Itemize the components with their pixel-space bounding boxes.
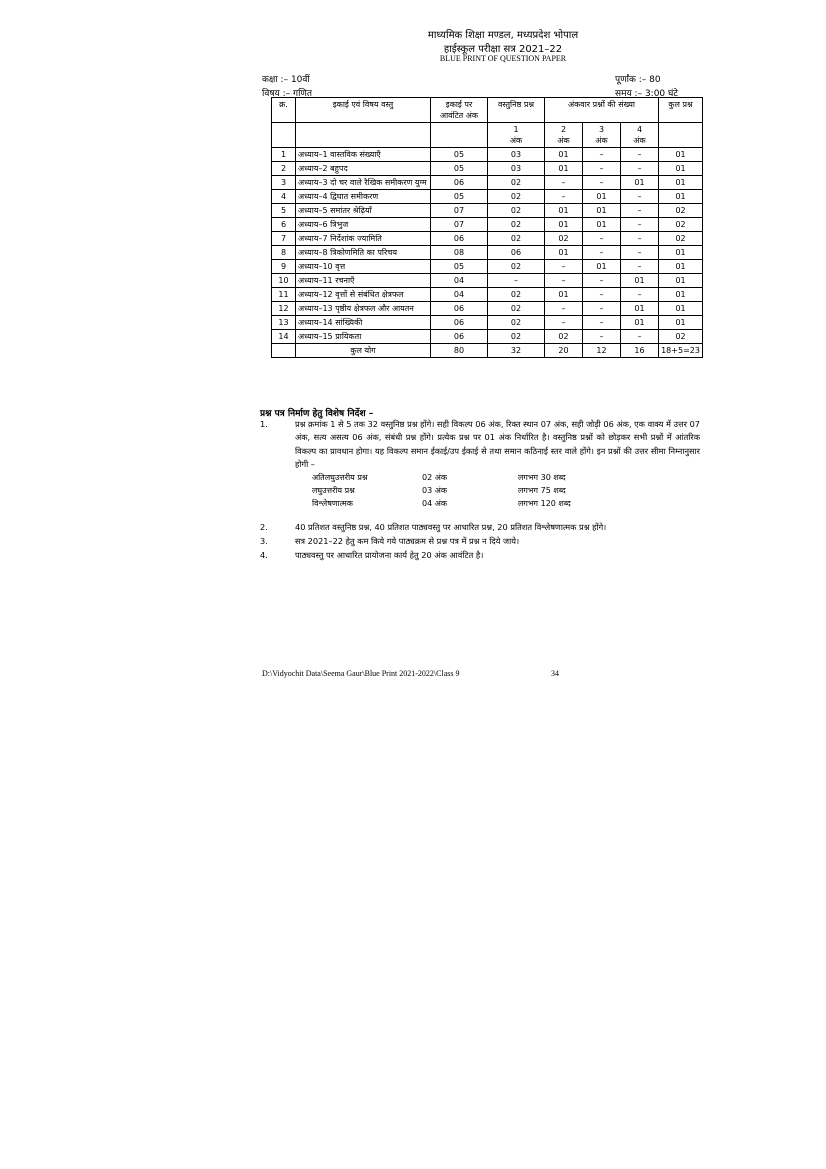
subheader-3-mark: 3 अंक bbox=[583, 123, 621, 148]
total-marks: 80 bbox=[431, 344, 488, 358]
cell-m2: 01 bbox=[545, 204, 583, 218]
cell-marks: 06 bbox=[431, 316, 488, 330]
cell-m3: – bbox=[583, 246, 621, 260]
cell-unit: अध्याय–13 पृष्ठीय क्षेत्रफल और आयतन bbox=[296, 302, 431, 316]
cell-unit: अध्याय–2 बहुपद bbox=[296, 162, 431, 176]
cell-m4: – bbox=[621, 260, 659, 274]
cell-unit: अध्याय–4 द्विघात समीकरण bbox=[296, 190, 431, 204]
cell-total: 01 bbox=[659, 162, 703, 176]
table-row bbox=[272, 218, 703, 232]
cell-sno: 8 bbox=[272, 246, 296, 260]
page-number: 34 bbox=[551, 669, 559, 678]
cell-m3: 01 bbox=[583, 218, 621, 232]
header-objective: वस्तुनिष्ठ प्रश्न bbox=[488, 98, 545, 123]
cell-sno: 6 bbox=[272, 218, 296, 232]
total-marks-label: पूर्णांक :– 80 bbox=[615, 75, 661, 85]
cell-unit: अध्याय–6 त्रिभुज bbox=[296, 218, 431, 232]
cell-sno: 7 bbox=[272, 232, 296, 246]
table-header-row bbox=[272, 98, 703, 123]
cell-m3: – bbox=[583, 232, 621, 246]
cell-marks: 05 bbox=[431, 260, 488, 274]
instruction-2: 2. 40 प्रतिशत वस्तुनिष्ठ प्रश्न, 40 प्रतिशत पाठ्यवस्तु पर आधारित प्रश्न, 20 प्रतिशत विश्लेषणात्मक प्रश्न होंगे। bbox=[260, 522, 607, 532]
cell-m2: 01 bbox=[545, 288, 583, 302]
cell-sno: 10 bbox=[272, 274, 296, 288]
cell-sno: 2 bbox=[272, 162, 296, 176]
subheader-4-mark: 4 अंक bbox=[621, 123, 659, 148]
cell-marks: 04 bbox=[431, 288, 488, 302]
exam-session: हाईस्कूल परीक्षा सत्र 2021–22 bbox=[443, 44, 563, 55]
header-unit: इकाई एवं विषय वस्तु bbox=[296, 98, 431, 123]
cell-m4: – bbox=[621, 288, 659, 302]
document-title: BLUE PRINT OF QUESTION PAPER bbox=[439, 54, 567, 63]
total-m4: 16 bbox=[621, 344, 659, 358]
subheader-1-mark: 1 अंक bbox=[488, 123, 545, 148]
cell-m3: – bbox=[583, 288, 621, 302]
cell-m4: 01 bbox=[621, 176, 659, 190]
limit-marks-2: 03 अंक bbox=[422, 486, 447, 495]
cell-obj: 02 bbox=[488, 204, 545, 218]
header-total-questions: कुल प्रश्न bbox=[659, 98, 703, 123]
cell-m3: – bbox=[583, 176, 621, 190]
table-subheader-row bbox=[272, 123, 703, 148]
cell-m4: – bbox=[621, 330, 659, 344]
limit-words-3: लगभग 120 शब्द bbox=[518, 499, 571, 508]
cell-m4: – bbox=[621, 204, 659, 218]
cell-sno: 13 bbox=[272, 316, 296, 330]
cell-m2: 01 bbox=[545, 162, 583, 176]
cell-m3: 01 bbox=[583, 204, 621, 218]
cell-m3: – bbox=[583, 162, 621, 176]
cell-sno: 5 bbox=[272, 204, 296, 218]
cell-total: 02 bbox=[659, 218, 703, 232]
cell-marks: 08 bbox=[431, 246, 488, 260]
cell-sno: 11 bbox=[272, 288, 296, 302]
cell-m2: – bbox=[545, 274, 583, 288]
table-row bbox=[272, 190, 703, 204]
cell-unit: अध्याय–11 रचनाएँ bbox=[296, 274, 431, 288]
cell-obj: 02 bbox=[488, 260, 545, 274]
cell-unit: अध्याय–12 वृत्तों से संबंधित क्षेत्रफल bbox=[296, 288, 431, 302]
table-row bbox=[272, 330, 703, 344]
cell-m2: – bbox=[545, 316, 583, 330]
cell-marks: 07 bbox=[431, 204, 488, 218]
class-label: कक्षा :– 10वीं bbox=[262, 75, 310, 85]
cell-unit: अध्याय–3 दो चर वाले रैखिक समीकरण युग्म bbox=[296, 176, 431, 190]
table-row bbox=[272, 316, 703, 330]
limit-type-3: विश्लेषणात्मक bbox=[312, 499, 353, 508]
cell-unit: अध्याय–14 सांख्यिकी bbox=[296, 316, 431, 330]
cell-m4: 01 bbox=[621, 316, 659, 330]
cell-total: 02 bbox=[659, 232, 703, 246]
table-row bbox=[272, 162, 703, 176]
board-name: माध्यमिक शिक्षा मण्डल, मध्यप्रदेश भोपाल bbox=[427, 30, 579, 41]
cell-m2: 01 bbox=[545, 246, 583, 260]
cell-m3: – bbox=[583, 274, 621, 288]
cell-m3: – bbox=[583, 316, 621, 330]
table-row bbox=[272, 274, 703, 288]
cell-m4: – bbox=[621, 190, 659, 204]
cell-m4: – bbox=[621, 218, 659, 232]
cell-m4: 01 bbox=[621, 302, 659, 316]
cell-obj: 02 bbox=[488, 316, 545, 330]
cell-m2: – bbox=[545, 176, 583, 190]
cell-m3: – bbox=[583, 148, 621, 162]
cell-m4: 01 bbox=[621, 274, 659, 288]
cell-m4: – bbox=[621, 148, 659, 162]
cell-unit: अध्याय–8 त्रिकोणमिति का परिचय bbox=[296, 246, 431, 260]
cell-m2: – bbox=[545, 302, 583, 316]
cell-m4: – bbox=[621, 246, 659, 260]
cell-marks: 07 bbox=[431, 218, 488, 232]
cell-total: 02 bbox=[659, 330, 703, 344]
table-row bbox=[272, 246, 703, 260]
header-marks-wise: अंकवार प्रश्नों की संख्या bbox=[545, 98, 659, 123]
instruction-1: 1. प्रश्न क्रमांक 1 से 5 तक 32 वस्तुनिष्ठ प्रश्न होंगे। सही विकल्प 06 अंक, रिक्त स्थान 07 अंक, सही जोड़ी 06 अंक, एक वाक्य में उत्तर 07 अंक, सत्य असत्य 06 अंक, संबंधी प्रश्न होंगे। प्रत्येक प्रश्न पर 01 अंक निर्धारित है। वस्तुनिष्ठ प्रश्नों को छोड़कर सभी प्रश्नों में आंतरिक विकल्प का प्रावधान होगा। यह विकल्प समान ईकाई/उप ईकाई से तथा समान कठिनाई स्तर वाले होंगे। इन प्रश्नों की उत्तर सीमा निम्नानुसार होगी – bbox=[260, 419, 700, 470]
cell-obj: 06 bbox=[488, 246, 545, 260]
cell-total: 02 bbox=[659, 204, 703, 218]
cell-marks: 05 bbox=[431, 162, 488, 176]
header-sno: क्र. bbox=[272, 98, 296, 123]
limit-type-2: लघुउत्तरीय प्रश्न bbox=[312, 486, 355, 495]
blueprint-table bbox=[271, 97, 703, 358]
total-label: कुल योग bbox=[296, 344, 431, 358]
total-total: 18+5=23 bbox=[659, 344, 703, 358]
cell-marks: 06 bbox=[431, 302, 488, 316]
cell-unit: अध्याय–7 निर्देशांक ज्यामिति bbox=[296, 232, 431, 246]
cell-obj: 02 bbox=[488, 288, 545, 302]
header-allotted: इकाई पर आवंटित अंक bbox=[431, 98, 488, 123]
table-row bbox=[272, 260, 703, 274]
cell-unit: अध्याय–15 प्रायिकता bbox=[296, 330, 431, 344]
cell-total: 01 bbox=[659, 260, 703, 274]
cell-total: 01 bbox=[659, 316, 703, 330]
cell-m2: 02 bbox=[545, 330, 583, 344]
cell-obj: 02 bbox=[488, 190, 545, 204]
cell-m2: 02 bbox=[545, 232, 583, 246]
cell-total: 01 bbox=[659, 190, 703, 204]
cell-m2: – bbox=[545, 260, 583, 274]
cell-m3: 01 bbox=[583, 260, 621, 274]
cell-obj: 03 bbox=[488, 148, 545, 162]
cell-unit: अध्याय–5 समांतर श्रेढ़ियाँ bbox=[296, 204, 431, 218]
table-row bbox=[272, 148, 703, 162]
cell-obj: 02 bbox=[488, 232, 545, 246]
cell-m3: – bbox=[583, 330, 621, 344]
cell-total: 01 bbox=[659, 288, 703, 302]
cell-sno: 14 bbox=[272, 330, 296, 344]
cell-unit: अध्याय–1 वास्तविक संख्याएँ bbox=[296, 148, 431, 162]
cell-obj: 02 bbox=[488, 218, 545, 232]
cell-sno: 1 bbox=[272, 148, 296, 162]
limit-words-2: लगभग 75 शब्द bbox=[518, 486, 566, 495]
table-row bbox=[272, 176, 703, 190]
cell-m2: 01 bbox=[545, 148, 583, 162]
cell-marks: 06 bbox=[431, 176, 488, 190]
cell-marks: 04 bbox=[431, 274, 488, 288]
time-label: समय :– 3:00 घंटे bbox=[615, 89, 678, 99]
limit-type-1: अतिलघुउत्तरीय प्रश्न bbox=[312, 473, 368, 482]
subject-label: विषय :– गणित bbox=[262, 89, 313, 99]
total-m3: 12 bbox=[583, 344, 621, 358]
cell-marks: 06 bbox=[431, 330, 488, 344]
cell-total: 01 bbox=[659, 302, 703, 316]
total-m2: 20 bbox=[545, 344, 583, 358]
cell-marks: 05 bbox=[431, 190, 488, 204]
cell-m2: – bbox=[545, 190, 583, 204]
instruction-4: 4. पाठ्यवस्तु पर आधारित प्रायोजना कार्य हेतु 20 अंक आवंटित है। bbox=[260, 550, 484, 560]
limit-words-1: लगभग 30 शब्द bbox=[518, 473, 566, 482]
cell-m4: – bbox=[621, 232, 659, 246]
cell-obj: 03 bbox=[488, 162, 545, 176]
table-row bbox=[272, 302, 703, 316]
footer-file-path: D:\Vidyochit Data\Seema Gaur\Blue Print 2021-2022\Class 9 bbox=[262, 669, 460, 678]
table-row bbox=[272, 288, 703, 302]
cell-m3: 01 bbox=[583, 190, 621, 204]
cell-sno: 9 bbox=[272, 260, 296, 274]
cell-total: 01 bbox=[659, 246, 703, 260]
total-obj: 32 bbox=[488, 344, 545, 358]
cell-sno: 3 bbox=[272, 176, 296, 190]
cell-sno: 4 bbox=[272, 190, 296, 204]
subheader-2-mark: 2 अंक bbox=[545, 123, 583, 148]
cell-marks: 06 bbox=[431, 232, 488, 246]
table-row bbox=[272, 232, 703, 246]
cell-unit: अध्याय–10 वृत्त bbox=[296, 260, 431, 274]
cell-obj: – bbox=[488, 274, 545, 288]
cell-total: 01 bbox=[659, 274, 703, 288]
limit-marks-1: 02 अंक bbox=[422, 473, 447, 482]
table-row bbox=[272, 204, 703, 218]
cell-blank bbox=[272, 344, 296, 358]
cell-obj: 02 bbox=[488, 176, 545, 190]
cell-total: 01 bbox=[659, 176, 703, 190]
instruction-3: 3. सत्र 2021–22 हेतु कम किये गये पाठ्यक्रम से प्रश्न पत्र में प्रश्न न दिये जाये। bbox=[260, 536, 520, 546]
cell-m3: – bbox=[583, 302, 621, 316]
instructions-title: प्रश्न पत्र निर्माण हेतु विशेष निर्देश – bbox=[260, 409, 374, 419]
cell-obj: 02 bbox=[488, 330, 545, 344]
table-total-row bbox=[272, 344, 703, 358]
cell-m4: – bbox=[621, 162, 659, 176]
limit-marks-3: 04 अंक bbox=[422, 499, 447, 508]
cell-obj: 02 bbox=[488, 302, 545, 316]
cell-total: 01 bbox=[659, 148, 703, 162]
cell-marks: 05 bbox=[431, 148, 488, 162]
cell-sno: 12 bbox=[272, 302, 296, 316]
cell-m2: 01 bbox=[545, 218, 583, 232]
